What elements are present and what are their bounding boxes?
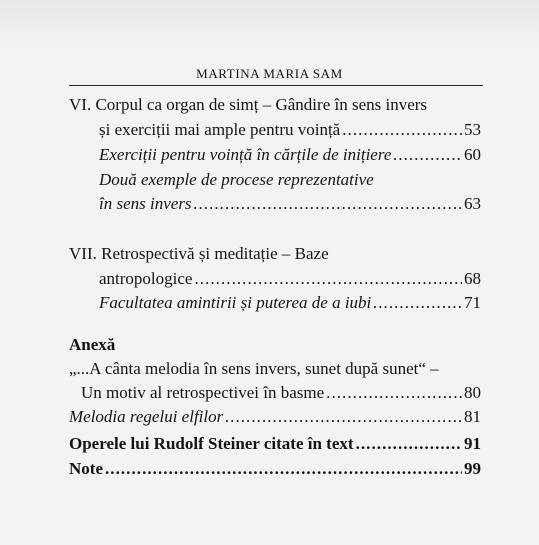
dot-leader: [225, 407, 462, 427]
dot-leader: [105, 459, 462, 479]
toc-chapter-6-entry: și exerciții mai ample pentru voință . . . 53: [99, 120, 481, 142]
dot-leader: [194, 269, 462, 289]
page-number: 91: [464, 434, 481, 453]
header-rule: [69, 85, 483, 86]
dot-leader: [393, 145, 462, 165]
toc-chapter-6-title: VI. Corpul ca organ de simț – Gândire în sens invers: [69, 95, 428, 114]
page-number: 80: [464, 383, 481, 402]
dot-leader: [326, 383, 462, 403]
page-number: 81: [464, 407, 481, 426]
page-number: 71: [464, 293, 481, 312]
dot-leader: [342, 120, 462, 140]
toc-annex-entry-2: Melodia regelui elfilor . . . 81: [69, 407, 481, 429]
dot-leader: [194, 194, 462, 214]
bleed-through-shadow: [0, 0, 539, 48]
toc-annex-entry-1: Un motiv al retrospectivei în basme . . . 80: [81, 383, 481, 405]
dot-leader: [373, 293, 462, 313]
page-number: 60: [464, 145, 481, 164]
page-number: 68: [464, 269, 481, 288]
dot-leader: [356, 434, 462, 454]
toc-annex-entry-1-title: „...A cânta melodia în sens invers, sunet după sunet“ –: [69, 359, 439, 378]
toc-chapter-7-title: VII. Retrospectivă și meditație – Baze: [69, 244, 329, 263]
page-number: 53: [464, 120, 481, 139]
running-header: MARTINA MARIA SAM: [196, 66, 343, 81]
toc-subsection-doua-exemple: în sens invers . . . 63: [99, 194, 481, 216]
toc-subsection-exercitii: Exerciții pentru voință în cărțile de inițiere . . . 60: [99, 145, 481, 167]
toc-subsection-doua-exemple-title: Două exemple de procese reprezentative: [99, 170, 374, 189]
toc-chapter-7-entry: antropologice . . . 68: [99, 269, 481, 291]
page-number: 63: [464, 194, 481, 213]
toc-works: Operele lui Rudolf Steiner citate în text . . . 91: [69, 434, 481, 456]
toc-annex-heading: Anexă: [69, 335, 116, 354]
toc-subsection-facultatea: Facultatea amintirii și puterea de a iubi . . . 71: [99, 293, 481, 315]
toc-notes: Note . . . 99: [69, 459, 481, 481]
page-number: 99: [464, 459, 481, 478]
